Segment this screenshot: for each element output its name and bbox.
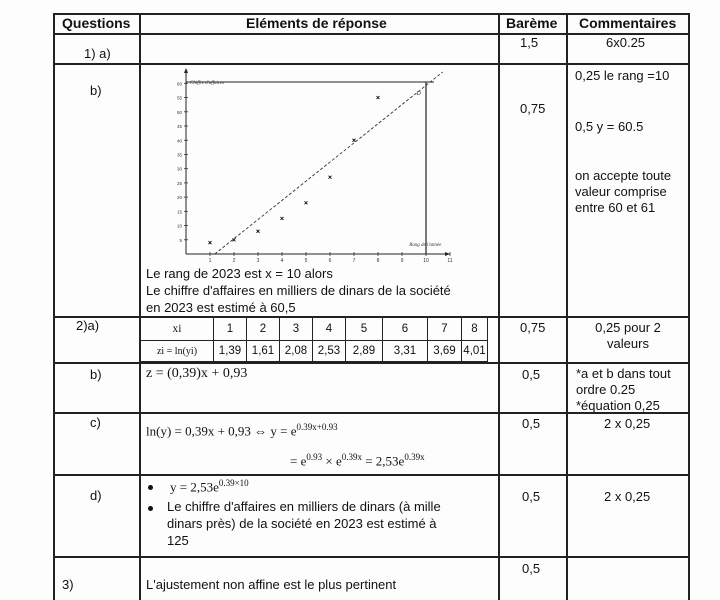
- q2a-z-2: 1,61: [247, 341, 280, 362]
- q2d-bullet-2-line-3: 125: [167, 533, 189, 548]
- header-commentaires: Commentaires: [579, 15, 677, 31]
- q1b-comment-2: 0,5 y = 60.5: [575, 119, 644, 134]
- q2a-bareme: 0,75: [520, 320, 546, 335]
- header-elements: Eléments de réponse: [246, 15, 387, 31]
- x-axis-label: Rang de l'année: [409, 243, 442, 248]
- q2c-line-2-base: = e: [290, 453, 307, 469]
- q2d-bullet-1: [148, 485, 153, 490]
- row-line-2d: [53, 556, 689, 558]
- q2c-line-1-exponent: 0.39x+0.93: [296, 422, 338, 432]
- q2c-comment: 2 x 0,25: [604, 416, 651, 431]
- header-questions: Questions: [62, 15, 131, 31]
- row-line-2a: [53, 362, 689, 364]
- x-tick-label: 5: [304, 258, 308, 264]
- table-border-left: [53, 13, 55, 600]
- q2a-z-7: 3,69: [428, 341, 462, 362]
- y-tick-label: 10: [176, 223, 182, 229]
- q2c-label: c): [90, 415, 101, 430]
- y-tick-label: 35: [176, 152, 182, 158]
- x-axis-arrow: [445, 252, 450, 256]
- q1b-comment-4: valeur comprise: [575, 184, 667, 199]
- q2a-z-1: 1,39: [214, 341, 247, 362]
- q2a-z-3: 2,08: [280, 341, 313, 362]
- y-tick-label: 25: [176, 180, 182, 186]
- q2d-bareme: 0,5: [522, 489, 541, 504]
- q2a-values-table: [140, 317, 488, 362]
- q1b-text-line-3: en 2023 est estimé à 60,5: [146, 300, 296, 315]
- y-tick-label: 45: [176, 124, 182, 130]
- q2b-formula: z = (0,39)x + 0,93: [146, 366, 248, 381]
- q2a-z-4: 2,53: [313, 341, 346, 362]
- y-tick-label: 50: [176, 109, 182, 115]
- row-line-header: [53, 33, 689, 35]
- q3-label: 3): [62, 577, 74, 592]
- q2b-label: b): [90, 367, 102, 382]
- y-tick-label: 40: [176, 138, 182, 144]
- regression-line-label: D: [416, 90, 421, 97]
- q2c-line-2-exp-a: 0.93: [306, 452, 323, 462]
- y-axis-arrow: [184, 68, 188, 73]
- q1b-bareme: 0,75: [520, 101, 546, 116]
- q2a-z-5: 2,89: [346, 341, 383, 362]
- q1a-label: 1) a): [84, 46, 111, 61]
- q2a-z-8: 4,01: [462, 341, 488, 362]
- q2d-bullet-2-line-2: dinars près) de la société en 2023 est estimé à: [167, 516, 437, 531]
- q2a-x-3: 3: [280, 318, 313, 341]
- q2a-z-6: 3,31: [383, 341, 428, 362]
- q1a-comment: 6x0.25: [606, 35, 646, 50]
- y-tick-label: 60: [176, 81, 182, 87]
- q2a-label: 2)a): [76, 318, 100, 333]
- q2a-x-6: 6: [383, 318, 428, 341]
- x-tick-label: 10: [423, 258, 429, 264]
- q2a-x-4: 4: [313, 318, 346, 341]
- scatter-chart: [172, 64, 462, 264]
- x-tick-label: 7: [352, 258, 356, 264]
- y-tick-label: 5: [179, 237, 182, 243]
- x-tick-label: 9: [400, 258, 404, 264]
- q2d-bullet-2-line-1: Le chiffre d'affaires en milliers de dinars (à mille: [167, 499, 441, 514]
- x-tick-label: 4: [280, 258, 284, 264]
- q2b-comment-2: ordre 0.25: [576, 382, 636, 397]
- q2d-bullet-1-base: y = 2,53e: [170, 479, 219, 495]
- y-tick-label: 20: [176, 195, 182, 201]
- q1b-comment-3: on accepte toute: [575, 168, 672, 183]
- regression-line: [215, 72, 443, 254]
- q2a-row1-head: xi: [141, 318, 214, 341]
- table-divider-elements: [498, 13, 500, 600]
- x-tick-label: 11: [447, 258, 453, 264]
- q2a-x-5: 5: [346, 318, 383, 341]
- table-divider-bareme: [566, 13, 568, 600]
- q2c-line-2: = $e^{0.93} \times e^{0.39x} = 2,53e^{0.39x}$: [290, 452, 425, 469]
- y-tick-label: 30: [176, 166, 182, 172]
- q2d-bullet-1-text: [170, 478, 249, 495]
- header-bareme: Barème: [506, 15, 558, 31]
- q1b-label: b): [90, 83, 102, 98]
- x-tick-label: 1: [208, 258, 212, 264]
- q2b-bareme: 0,5: [522, 367, 541, 382]
- q2c-line-1: [146, 422, 338, 439]
- q2d-label: d): [90, 488, 102, 503]
- table-divider-questions: [139, 13, 141, 600]
- q2a-x-1: 1: [214, 318, 247, 341]
- q2a-x-7: 7: [428, 318, 462, 341]
- q2c-line-2-exp-b: 0.39x: [341, 452, 362, 462]
- x-tick-label: 8: [376, 258, 380, 264]
- q1b-comment-5: entre 60 et 61: [575, 200, 656, 215]
- y-axis-label: Chiffre d'affaires: [190, 81, 224, 86]
- q2c-line-2-exp-c: 0.39x: [404, 452, 425, 462]
- q3-bareme: 0,5: [522, 561, 541, 576]
- q2a-x-2: 2: [247, 318, 280, 341]
- q1b-text-line-1: Le rang de 2023 est x = 10 alors: [146, 266, 333, 281]
- q2d-bullet-1-exponent: 0.39×10: [218, 478, 249, 488]
- q2b-comment-3: *équation 0,25: [576, 398, 660, 413]
- q2a-comment: 0,25 pour 2 valeurs: [595, 320, 661, 351]
- q3-text: L'ajustement non affine est le plus pertinent: [146, 577, 397, 592]
- row-line-2c: [53, 474, 689, 476]
- q2d-comment: 2 x 0,25: [604, 489, 651, 504]
- q2c-line-1-base: ln(y) = 0,39x + 0,93 ⇔ y = e: [146, 423, 297, 439]
- table-border-right: [688, 13, 690, 600]
- y-tick-label: 15: [176, 209, 182, 215]
- q2b-comment-1: *a et b dans tout: [576, 366, 671, 381]
- q2d-bullet-2: [148, 506, 153, 511]
- y-tick-label: 55: [176, 95, 182, 101]
- x-tick-label: 2: [232, 258, 236, 264]
- q1b-text-line-2: Le chiffre d'affaires en milliers de dinars de la société: [146, 283, 451, 298]
- q1b-comment-1: 0,25 le rang =10: [575, 68, 670, 83]
- q2c-bareme: 0,5: [522, 416, 541, 431]
- q2a-row2-head: zi = ln(yi): [141, 341, 214, 362]
- q1a-bareme: 1,5: [520, 35, 539, 50]
- q2a-x-8: 8: [462, 318, 488, 341]
- x-tick-label: 3: [256, 258, 260, 264]
- x-tick-label: 6: [328, 258, 332, 264]
